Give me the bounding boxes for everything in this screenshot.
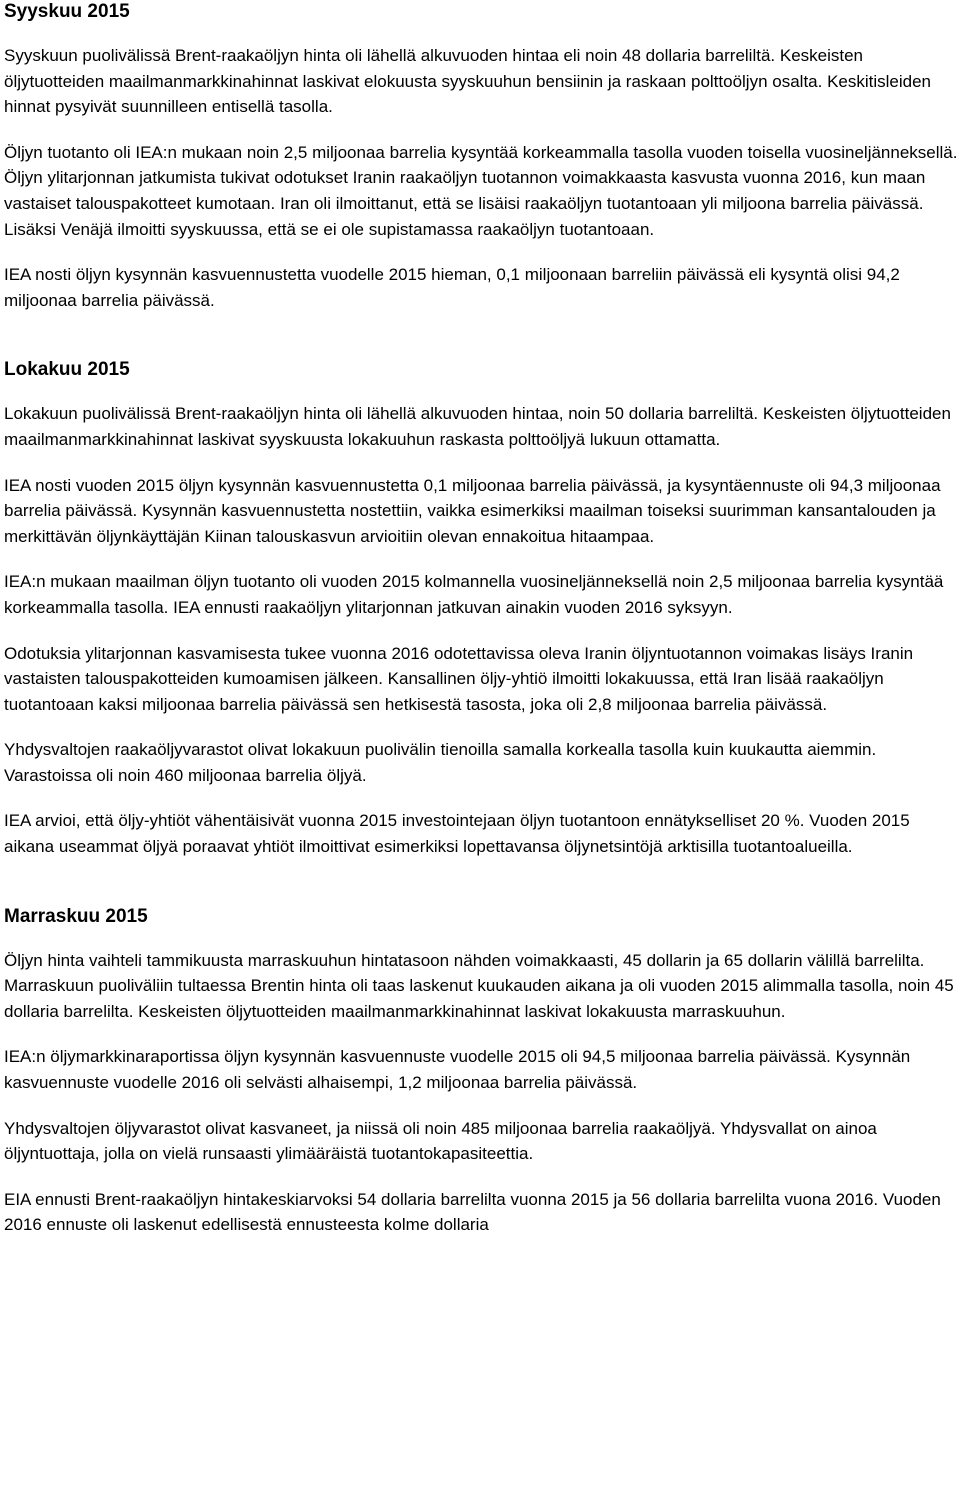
section-october-2015 bbox=[4, 358, 958, 859]
section-title: Marraskuu 2015 bbox=[4, 905, 148, 927]
paragraph: IEA nosti öljyn kysynnän kasvuennustetta vuodelle 2015 hieman, 0,1 miljoonaan barreliin päivässä eli kysyntä olisi 94,2 miljoonaa barrelia päivässä. bbox=[4, 265, 900, 310]
paragraph: IEA nosti vuoden 2015 öljyn kysynnän kasvuennustetta 0,1 miljoonaa barrelia päivässä, ja kysyntäennuste oli 94,3 miljoonaa barrelia päivässä. Kysynnän kasvuennustetta nostettiin, vaikka esimerkiksi maailman toiseksi suurimman kansantalouden ja merkittävän öljynkäyttäjän Kiinan talouskasvun arvioitiin olevan ennakoitua hitaampaa. bbox=[4, 475, 941, 546]
section-title: Syyskuu 2015 bbox=[4, 1, 130, 22]
section-title: Lokakuu 2015 bbox=[4, 359, 130, 381]
paragraph: Lokakuun puolivälissä Brent-raakaöljyn hinta oli lähellä alkuvuoden hintaa, noin 50 dollaria barreliltä. Keskeisten öljytuotteiden maailmanmarkkinahinnat laskivat syyskuusta lokakuuhun raskasta polttoöljyä lukuun ottamatta. bbox=[4, 404, 951, 449]
paragraph: IEA arvioi, että öljy-yhtiöt vähentäisivät vuonna 2015 investointejaan öljyn tuotantoon ennätykselliset 20 %. Vuoden 2015 aikana useammat öljyä poraavat yhtiöt ilmoittivat esimerkiksi lopettavansa öljynetsintöjä arktisilla tuotantoalueilla. bbox=[4, 811, 910, 857]
paragraph: Yhdysvaltojen raakaöljyvarastot olivat lokakuun puolivälin tienoilla samalla korkealla tasolla kuin kuukautta aiemmin. Varastoissa oli noin 460 miljoonaa barrelia öljyä. bbox=[4, 740, 877, 785]
paragraph: Öljyn tuotanto oli IEA:n mukaan noin 2,5 miljoonaa barrelia kysyntää korkeammalla tasolla vuoden toisella vuosineljänneksellä. Öljyn ylitarjonnan jatkumista tukivat odotukset Iranin raakaöljyn tuotannon voimakkaasta kasvusta vuonna 2016, kun maan vastaiset talouspakotteet kumotaan. Iran oli ilmoittanut, että se lisäisi raakaöljyn tuotantoaan yli miljoona barrelia päivässä. Lisäksi Venäjä ilmoitti syyskuussa, että se ei ole supistamassa raakaöljyn tuotantoaan. bbox=[4, 142, 958, 239]
paragraph: Syyskuun puolivälissä Brent-raakaöljyn hinta oli lähellä alkuvuoden hintaa eli noin 48 dollaria barreliltä. Keskeisten öljytuotteiden maailmanmarkkinahinnat laskivat elokuusta syyskuuhun bensiinin ja raskaan polttoöljyn osalta. Keskitisleiden hinnat pysyivät suunnilleen entisellä tasolla. bbox=[4, 46, 932, 117]
paragraph: Odotuksia ylitarjonnan kasvamisesta tukee vuonna 2016 odotettavissa oleva Iranin öljyntuotannon voimakas lisäys Iranin vastaisten talouspakotteiden kumoamisen jälkeen. Kansallinen öljy-yhtiö ilmoitti lokakuussa, että Iran lisää raakaöljyn tuotantoaan kaksi miljoonaa barrelia päivässä sen hetkisestä tasosta, joka oli 2,8 miljoonaa barrelia päivässä. bbox=[4, 643, 914, 714]
paragraph: IEA:n mukaan maailman öljyn tuotanto oli vuoden 2015 kolmannella vuosineljänneksellä noin 2,5 miljoonaa barrelia kysyntää korkeammalla tasolla. IEA ennusti raakaöljyn ylitarjonnan jatkuvan ainakin vuoden 2016 syksyyn. bbox=[4, 572, 944, 617]
paragraph: Öljyn hinta vaihteli tammikuusta marraskuuhun hintatasoon nähden voimakkaasti, 45 dollarin ja 65 dollarin välillä barrelilta. Marraskuun puoliväliin tultaessa Brentin hinta oli taas laskenut kuukauden aikana ja oli vuoden 2015 alimmalla tasolla, noin 45 dollaria barrelilta. Keskeisten öljytuotteiden maailmanmarkkinahinnat laskivat lokakuusta marraskuuhun. bbox=[4, 950, 954, 1021]
document-page bbox=[4, 0, 958, 1238]
section-september-2015 bbox=[4, 0, 958, 313]
paragraph: IEA:n öljymarkkinaraportissa öljyn kysynnän kasvuennuste vuodelle 2015 oli 94,5 miljoonaa barrelia päivässä. Kysynnän kasvuennuste vuodelle 2016 oli selvästi alhaisempi, 1,2 miljoonaa barrelia päivässä. bbox=[4, 1047, 911, 1093]
paragraph: EIA ennusti Brent-raakaöljyn hintakeskiarvoksi 54 dollaria barrelilta vuonna 2015 ja 56 dollaria barrelilta vuona 2016. Vuoden 2016 ennuste oli laskenut edellisestä ennusteesta kolme dollaria bbox=[4, 1189, 941, 1235]
paragraph: Yhdysvaltojen öljyvarastot olivat kasvaneet, ja niissä oli noin 485 miljoonaa barrelia raakaöljyä. Yhdysvallat on ainoa öljyntuottaja, jolla on vielä runsaasti ylimääräistä tuotantokapasiteettia. bbox=[4, 1118, 877, 1164]
section-november-2015 bbox=[4, 905, 958, 1238]
